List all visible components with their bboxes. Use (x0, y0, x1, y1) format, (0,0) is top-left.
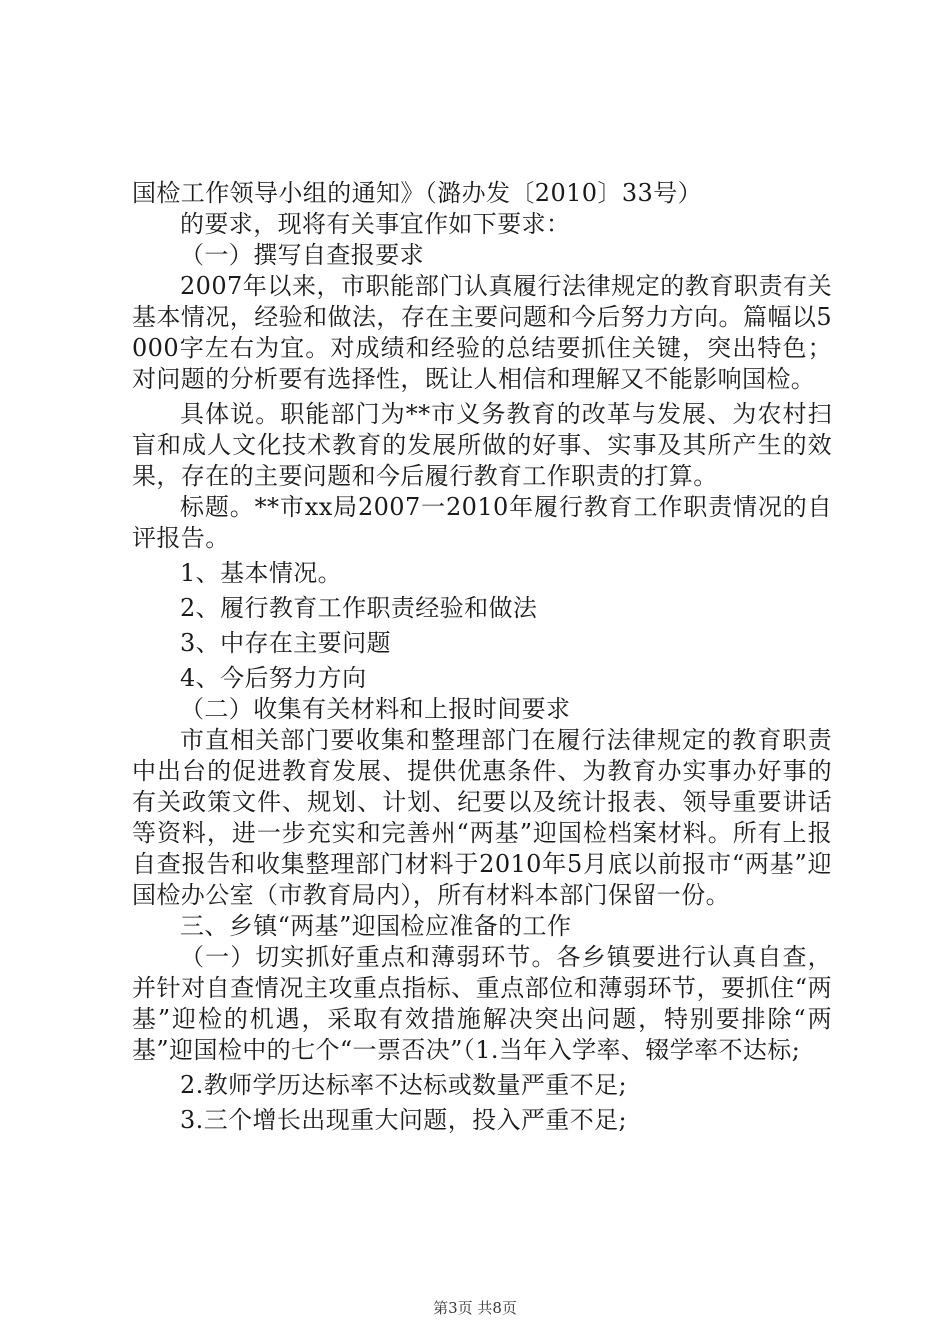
list-item: 2、履行教育工作职责经验和做法 (180, 594, 538, 622)
document-body (132, 178, 832, 1136)
paragraph: 市直相关部门要收集和整理部门在履行法律规定的教育职责中出台的促进教育发展、提供优惠条件、为教育办实事办好事的有关政策文件、规划、计划、纪要以及统计报表、领导重要讲话等资料，进一步充实和完善州“两基”迎国检档案材料。所有上报自查报告和收集整理部门材料于2010年5月底以前报市“两基”迎国检办公室（市教育局内），所有材料本部门保留一份。 (132, 726, 832, 909)
list-item: 3、中存在主要问题 (180, 629, 391, 657)
list-item: 2.教师学历达标率不达标或数量严重不足; (180, 1071, 627, 1099)
section-heading: 三、乡镇“两基”迎国检应准备的工作 (180, 912, 572, 940)
paragraph: 具体说。职能部门为**市义务教育的改革与发展、为农村扫盲和成人文化技术教育的发展所做的好事、实事及其所产生的效果，存在的主要问题和今后履行教育工作职责的打算。 (132, 400, 832, 490)
paragraph: 国检工作领导小组的通知》（潞办发〔2010〕33号） (132, 179, 703, 207)
list-item: 4、今后努力方向 (180, 664, 367, 692)
list-item: 3.三个增长出现重大问题，投入严重不足; (180, 1106, 627, 1134)
page-footer: 第3页 共8页 (433, 1299, 517, 1317)
list-item: 1、基本情况。 (180, 559, 343, 587)
paragraph: （一）切实抓好重点和薄弱环节。各乡镇要进行认真自查，并针对自查情况主攻重点指标、重点部位和薄弱环节，要抓住“两基”迎检的机遇，采取有效措施解决突出问题，特别要排除“两基”迎国检中的七个“一票否决”（1.当年入学率、辍学率不达标; (132, 943, 832, 1064)
paragraph: 标题。**市xx局2007一2010年履行教育工作职责情况的自评报告。 (132, 493, 832, 552)
section-heading: （一）撰写自查报要求 (180, 241, 424, 269)
section-heading: （二）收集有关材料和上报时间要求 (180, 695, 571, 723)
paragraph: 的要求，现将有关事宜作如下要求： (180, 210, 571, 238)
paragraph: 2007年以来，市职能部门认真履行法律规定的教育职责有关基本情况，经验和做法，存在主要问题和今后努力方向。篇幅以5000字左右为宜。对成绩和经验的总结要抓住关键，突出特色；对问题的分析要有选择性，既让人相信和理解又不能影响国检。 (132, 272, 832, 393)
